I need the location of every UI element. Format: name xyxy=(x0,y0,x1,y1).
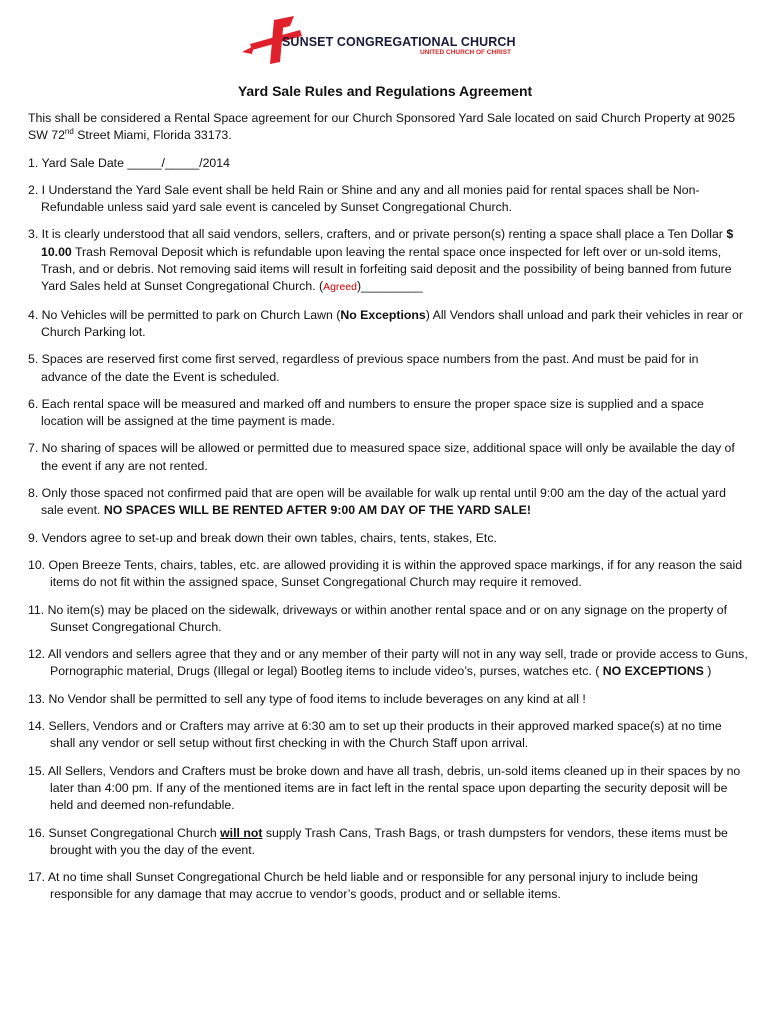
page-title: Yard Sale Rules and Regulations Agreement xyxy=(237,83,533,99)
rule-9: 9. Vendors agree to set-up and break down their own tables, chairs, tents, stakes, Etc. xyxy=(28,530,497,545)
rule-1-date: 1. Yard Sale Date _____/_____/2014 xyxy=(28,155,230,170)
rule-8: 8. Only those spaced not confirmed paid that are open will be available for walk up rental until 9:00 am the day of the actual yard sale event. NO SPACES WILL BE RENTED AFTER 9:00 AM DAY OF THE YARD SALE! xyxy=(28,486,726,518)
rule-16: 16. Sunset Congregational Church will not supply Trash Cans, Trash Bags, or trash dumpsters for vendors, these items must be brought with you the day of the event. xyxy=(28,825,728,857)
intro-paragraph: This shall be considered a Rental Space agreement for our Church Sponsored Yard Sale located on said Church Property at 9025 SW 72nd Street Miami, Florida 33173. xyxy=(28,111,736,143)
church-affiliation: UNITED CHURCH OF CHRIST xyxy=(420,49,511,56)
rule-13: 13. No Vendor shall be permitted to sell any type of food items to include beverages on any kind at all ! xyxy=(28,691,586,706)
rule-12: 12. All vendors and sellers agree that they and or any member of their party will not in any way sell, trade or provide access to Guns, Pornographic material, Drugs (Illegal or legal) Bootleg items to include video’s, purses, watches etc. ( NO EXCEPTIONS ) xyxy=(28,647,748,679)
church-logo xyxy=(240,16,530,66)
rule-6: 6. Each rental space will be measured and marked off and numbers to ensure the proper space size is supplied and a space location will be assigned at the time payment is made. xyxy=(28,396,704,429)
rule-3: 3. It is clearly understood that all said vendors, sellers, crafters, and or private person(s) renting a space shall place a Ten Dollar $ 10.00 Trash Removal Deposit which is refundable upon leaving the rental space once inspected for left over or un-sold items, Trash, and or debris. Not removing said items will result in forfeiting said deposit and the possibility of being banned from future Yard Sales held at Sunset Congregational Church. (Agreed)_________ xyxy=(28,227,734,294)
rule-10: 10. Open Breeze Tents, chairs, tables, etc. are allowed providing it is within the approved space markings, if for any reason the said items do not fit within the assigned space, Sunset Congregational Church may require it removed. xyxy=(28,557,743,590)
rule-7: 7. No sharing of spaces will be allowed or permitted due to measured space size, additional space will only be available the day of the event if any are not rented. xyxy=(28,441,735,473)
rule-4: 4. No Vehicles will be permitted to park on Church Lawn (No Exceptions) All Vendors shall unload and park their vehicles in rear or Church Parking lot. xyxy=(28,307,743,339)
rule-2: 2. I Understand the Yard Sale event shall be held Rain or Shine and any and all monies paid for rental spaces shall be Non- Refundable unless said yard sale event is canceled by Sunset Congregational Church. xyxy=(28,182,700,215)
rule-5: 5. Spaces are reserved first come first served, regardless of previous space numbers from the past. And must be paid for in advance of the date the Event is scheduled. xyxy=(28,352,699,384)
rule-14: 14. Sellers, Vendors and or Crafters may arrive at 6:30 am to set up their products in their approved marked space(s) at no time shall any vendor or sell setup without first checking in with the Church Staff upon arrival. xyxy=(28,719,722,751)
rule-11: 11. No item(s) may be placed on the sidewalk, driveways or within another rental space and or on any signage on the property of Sunset Congregational Church. xyxy=(28,602,728,634)
church-name: SUNSET CONGREGATIONAL CHURCH xyxy=(282,35,516,49)
agreed-mark: Agreed xyxy=(323,281,357,294)
rule-17: 17. At no time shall Sunset Congregational Church be held liable and or responsible for any personal injury to include being responsible for any damage that may accrue to vendor’s goods, product and or sellable items. xyxy=(28,870,698,902)
agreement-body xyxy=(28,110,748,914)
rule-15: 15. All Sellers, Vendors and Crafters must be broke down and have all trash, debris, un-sold items cleaned up in their spaces by no later than 4:00 pm. If any of the mentioned items are in fact left in the rental space upon departing the security deposit will be held and deemed non-refundable. xyxy=(28,763,741,813)
